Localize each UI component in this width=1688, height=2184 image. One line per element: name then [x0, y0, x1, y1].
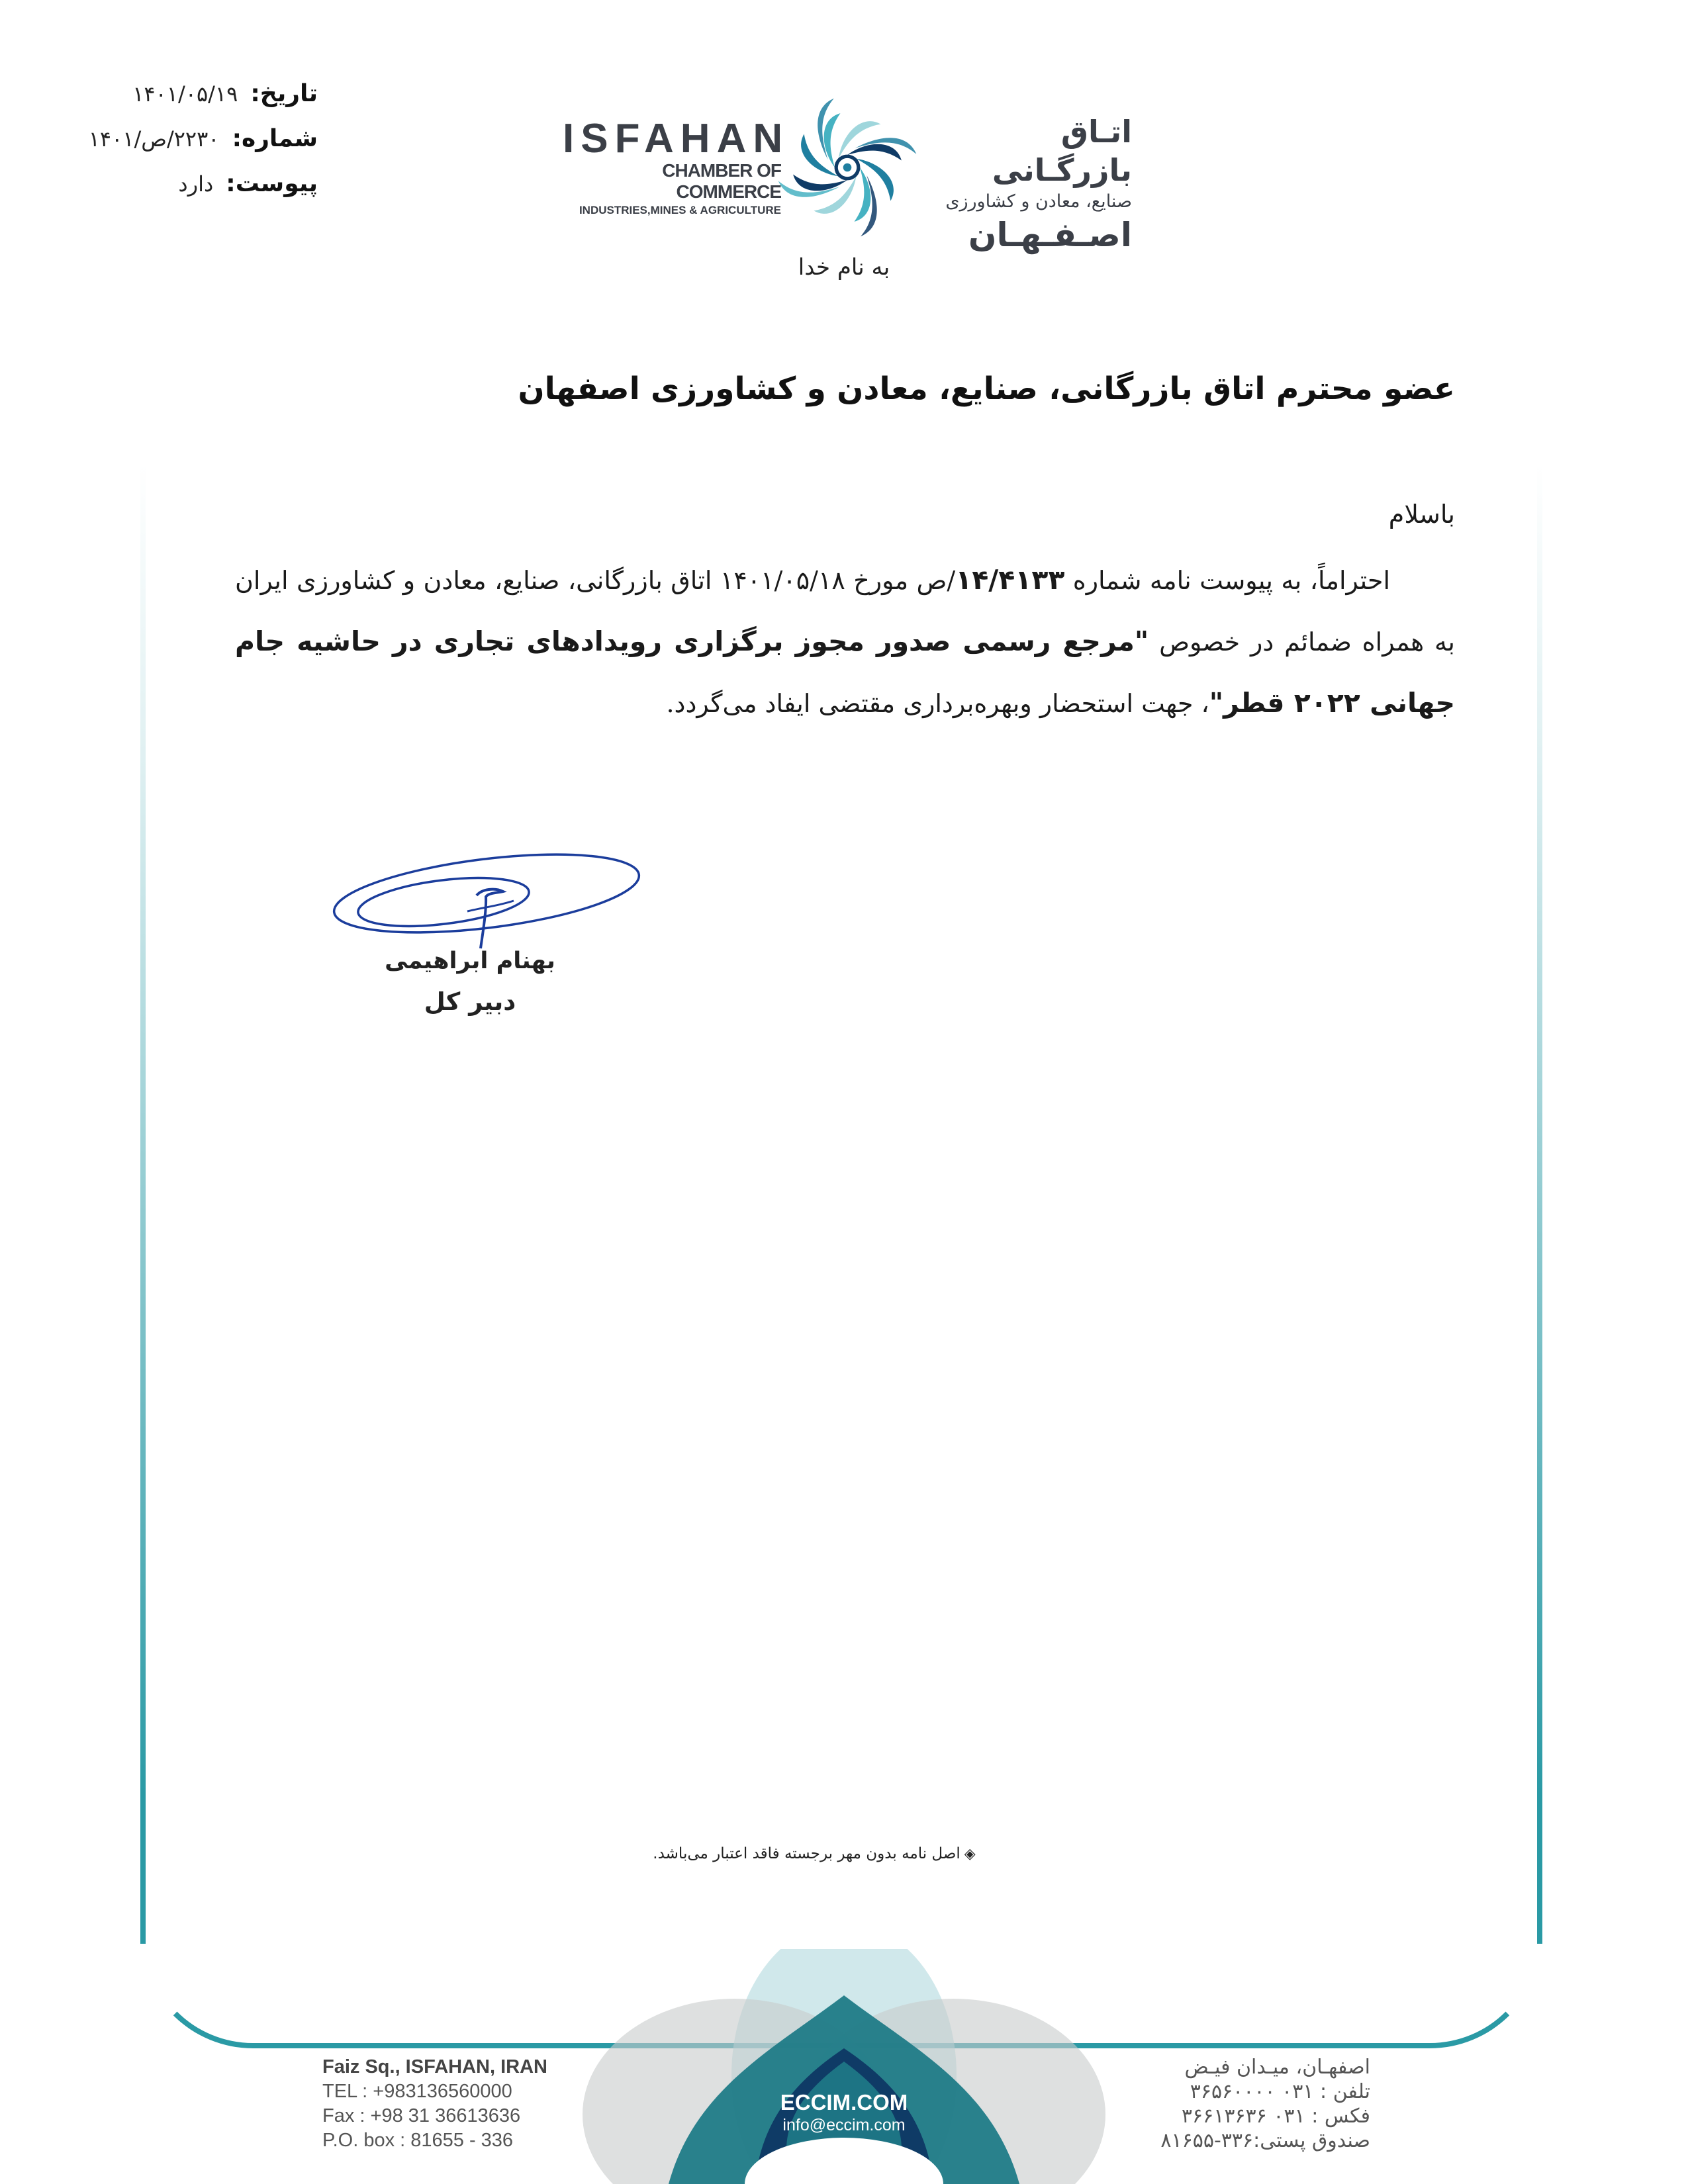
footer-en-po: P.O. box : 81655 - 336 — [322, 2130, 514, 2151]
footer-contact-english — [322, 2055, 587, 2153]
attachment-row — [99, 161, 318, 206]
basmala: به نام خدا — [798, 254, 890, 281]
date-label: تاریخ: — [250, 80, 318, 107]
footer-fa-fax: فکس : ۰۳۱ ۳۶۶۱۳۶۳۶ — [1181, 2105, 1370, 2128]
number-label: شماره: — [232, 125, 318, 152]
reference-number: ۱۴/۴۱۳۳ — [955, 564, 1065, 596]
signatory-title: دبیر کل — [424, 987, 516, 1016]
attachment-value: دارد — [178, 171, 214, 197]
diamond-icon: ◈ — [964, 1846, 976, 1862]
chamber-logo-icon — [778, 98, 917, 237]
website-link[interactable]: ECCIM.COM — [780, 2090, 908, 2115]
footer-web — [748, 2090, 940, 2135]
validity-note-text: اصل نامه بدون مهر برجسته فاقد اعتبار می‌باشد. — [653, 1845, 961, 1862]
logo-text-persian — [914, 113, 1132, 255]
footer-fa-tel: تلفن : ۰۳۱ ۳۶۵۶۰۰۰۰ — [1190, 2080, 1370, 2103]
greeting: باسلام — [1388, 500, 1455, 529]
date-row — [99, 71, 318, 116]
recipient-heading: عضو محترم اتاق بازرگانی، صنایع، معادن و کشاورزی اصفهان — [518, 371, 1455, 407]
logo-text-english — [563, 116, 790, 218]
letter-subject: "مرجع رسمی صدور مجوز برگزاری رویدادهای تجاری در حاشیه جام جهانی ۲۰۲۲ قطر" — [235, 625, 1455, 719]
logo-fa-industries: صنایع، معادن و کشاورزی — [945, 191, 1132, 212]
attachment-label: پیوست: — [226, 170, 318, 197]
footer-lotus-icon — [576, 1949, 1112, 2184]
footer-en-address: Faiz Sq., ISFAHAN, IRAN — [322, 2056, 547, 2077]
letter-meta — [88, 71, 318, 206]
footer-contact-persian — [1112, 2055, 1370, 2153]
date-value: ۱۴۰۱/۰۵/۱۹ — [132, 81, 238, 107]
body-part-2: /ص مورخ ۱۴۰۱/۰۵/۱۸ اتاق بازرگانی، صنایع، معادن و کشاورزی ایران به همراه ضمائم در خصوص — [235, 566, 1456, 657]
body-part-1: احتراماً، به پیوست نامه شماره — [1064, 566, 1390, 595]
footer-en-fax: Fax : +98 31 36613636 — [322, 2105, 521, 2126]
logo-isfahan: ISFAHAN — [563, 116, 790, 161]
footer-en-tel: TEL : +983136560000 — [322, 2081, 512, 2102]
number-value: ۲۲۳۰/ص/۱۴۰۱ — [88, 126, 220, 152]
footer-fa-po: صندوق پستی:۳۳۶-۸۱۶۵۵ — [1160, 2129, 1370, 2152]
logo-fa-isfahan: اصـفـهـان — [968, 216, 1132, 254]
number-row — [88, 116, 318, 161]
footer-fa-address: اصفهـان، میـدان فیـض — [1184, 2056, 1370, 2079]
logo-industries: INDUSTRIES,MINES & AGRICULTURE — [579, 204, 781, 216]
validity-note — [629, 1845, 1000, 1862]
letter-body — [235, 549, 1455, 734]
email-link[interactable]: info@eccim.com — [782, 2116, 906, 2134]
signature-icon — [324, 837, 655, 956]
signatory-name: بهنام ابراهیمی — [385, 948, 555, 974]
logo-fa-chamber: اتـاق بازرگـانی — [992, 114, 1132, 188]
body-part-3: ، جهت استحضار وبهره‌برداری مقتضی ایفاد می‌گردد. — [666, 689, 1209, 718]
logo-chamber: CHAMBER OF COMMERCE — [662, 160, 781, 202]
